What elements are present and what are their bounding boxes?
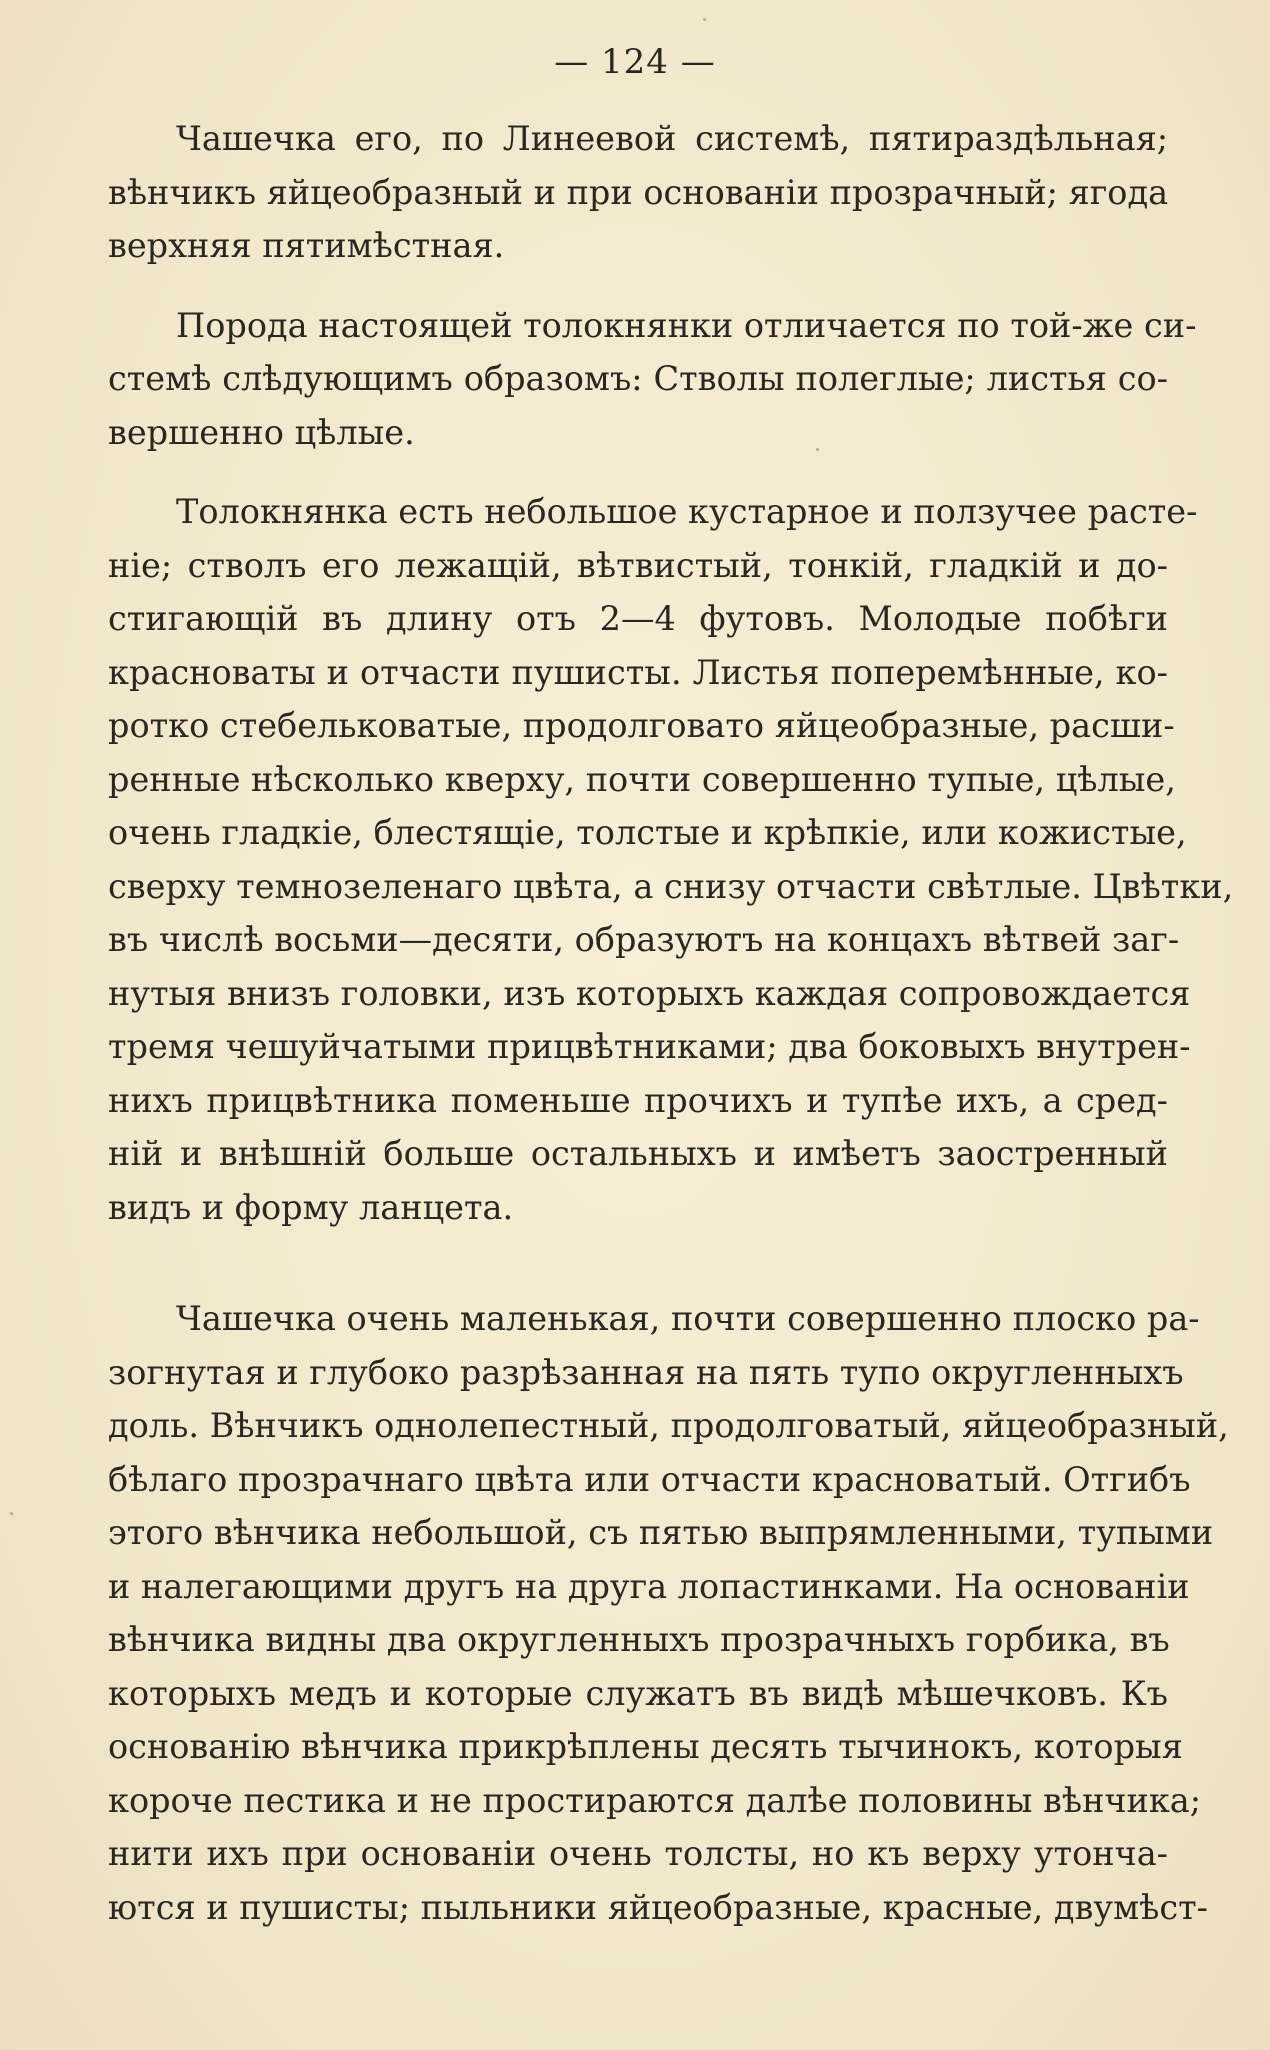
text-line: основанiю вѣнчика прикрѣплены десять тычинокъ, которыя: [108, 1727, 1183, 1766]
text-line: нихъ прицвѣтника поменьше прочихъ и тупѣе ихъ, а сред-: [108, 1080, 1168, 1120]
paper-speck: [816, 448, 819, 451]
text-line: ются и пушисты; пыльники яйцеобразные, красные, двумѣст-: [108, 1887, 1208, 1927]
text-line: короче пестика и не простираются далѣе половины вѣнчика;: [108, 1780, 1202, 1820]
text-line: вершенно цѣлые.: [108, 412, 415, 452]
paragraph-flower-description: [108, 1292, 1229, 1934]
text-line: нiе; стволъ его лежащiй, вѣтвистый, тонкiй, гладкiй и до-: [108, 545, 1168, 585]
text-line: Чашечка его, по Линеевой системѣ, пятираздѣльная;: [176, 119, 1168, 158]
page-number: — 124 —: [554, 42, 716, 82]
paper-speck: [703, 18, 706, 21]
text-line: вѣнчика видны два округленныхъ прозрачныхъ горбика, въ: [108, 1620, 1170, 1659]
text-line: Толокнянка есть небольшое кустарное и ползучее расте-: [176, 492, 1198, 531]
text-line: нутыя внизъ головки, изъ которыхъ каждая сопровождается: [108, 973, 1191, 1013]
paragraph-calyx-system: [108, 112, 1168, 273]
paragraph-plant-description: [108, 485, 1234, 1234]
text-line: очень гладкiе, блестящiе, толстые и крѣпкiе, или кожистые,: [108, 813, 1187, 852]
text-line: красноваты и отчасти пушисты. Листья поперемѣнные, ко-: [108, 652, 1168, 692]
text-line: нити ихъ при основанiи очень толсты, но къ верху утонча-: [108, 1834, 1168, 1873]
text-line: которыхъ медъ и которые служатъ въ видѣ мѣшечковъ. Къ: [108, 1673, 1168, 1713]
paragraph-genus-description: [108, 299, 1197, 460]
text-line: ротко стебельковатые, продолговато яйцеобразные, расши-: [108, 706, 1175, 745]
page-body: [108, 112, 1234, 1934]
text-line: нiй и внѣшнiй больше остальныхъ и имѣетъ заостренный: [108, 1134, 1168, 1173]
text-line: зогнутая и глубоко разрѣзанная на пять тупо округленныхъ: [108, 1352, 1184, 1392]
text-line: доль. Вѣнчикъ однолепестный, продолговатый, яйцеобразный,: [108, 1406, 1229, 1445]
text-line: въ числѣ восьми—десяти, образуютъ на концахъ вѣтвей заг-: [108, 920, 1180, 959]
text-line: и налегающими другъ на друга лопастинками. На основанiи: [108, 1566, 1190, 1606]
text-line: этого вѣнчика небольшой, съ пятью выпрямленными, тупыми: [108, 1513, 1214, 1552]
text-line: сверху темнозеленаго цвѣта, а снизу отчасти свѣтлые. Цвѣтки,: [108, 866, 1234, 906]
text-line: Чашечка очень маленькая, почти совершенно плоско ра-: [176, 1299, 1200, 1338]
text-line: видъ и форму ланцета.: [108, 1187, 514, 1227]
text-line: стигающiй въ длину отъ 2—4 футовъ. Молодые побѣги: [108, 599, 1168, 638]
text-line: стемѣ слѣдующимъ образомъ: Стволы полеглые; листья со-: [108, 359, 1168, 398]
text-line: вѣнчикъ яйцеобразный и при основанiи прозрачный; ягода: [108, 172, 1169, 212]
text-line: бѣлаго прозрачнаго цвѣта или отчасти красноватый. Отгибъ: [108, 1459, 1191, 1499]
text-line: тремя чешуйчатыми прицвѣтниками; два боковыхъ внутрен-: [108, 1027, 1191, 1066]
text-line: верхняя пятимѣстная.: [108, 226, 505, 265]
paper-speck: [10, 1512, 13, 1515]
text-line: ренные нѣсколько кверху, почти совершенно тупые, цѣлые,: [108, 759, 1176, 799]
text-line: Порода настоящей толокнянки отличается по той-же си-: [176, 305, 1197, 345]
